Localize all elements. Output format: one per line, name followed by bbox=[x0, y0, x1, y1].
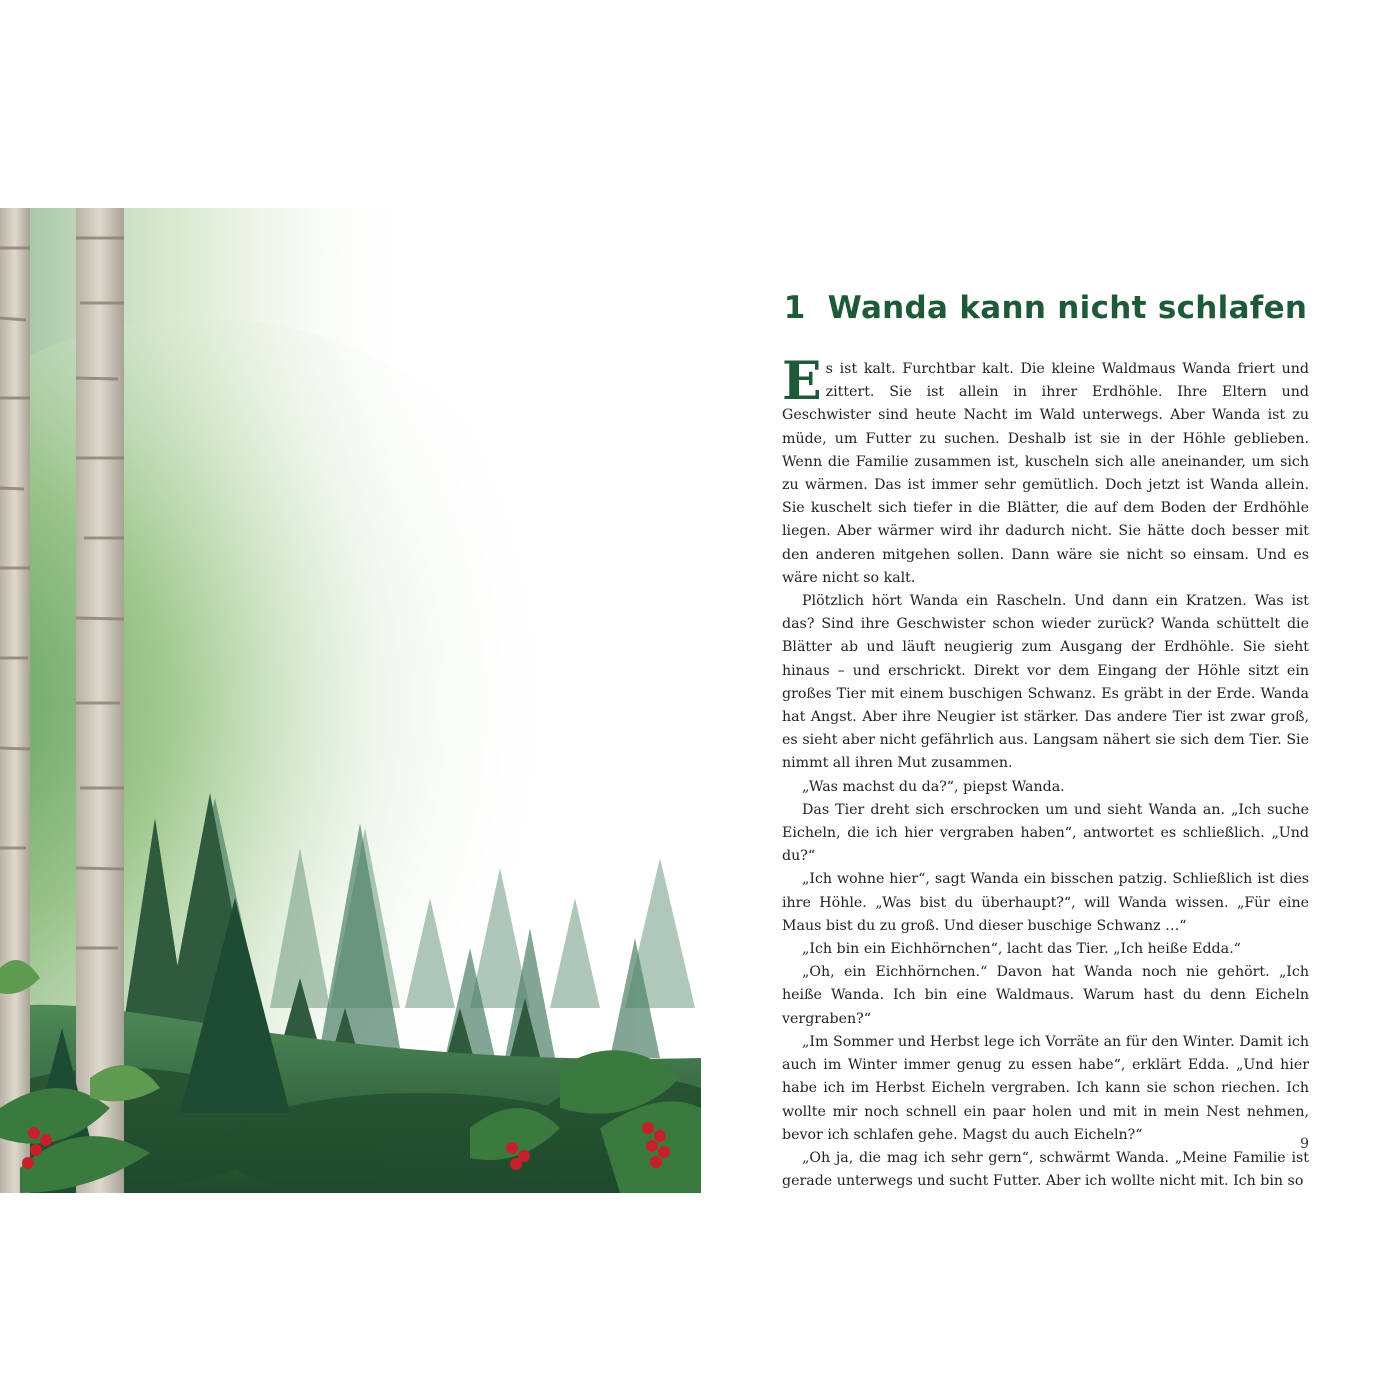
paragraph: „Was machst du da?“, piepst Wanda. bbox=[802, 778, 1065, 795]
paragraph: Plötzlich hört Wanda ein Rascheln. Und dann ein Kratzen. Was ist das? Sind ihre Geschwister schon wieder zurück? Wanda schüttelt die Blätter ab und läuft neugierig zum Ausgang der Erdhöhle. Sie sieht hinaus – und erschrickt. Direkt vor dem Eingang der Höhle sitzt ein großes Tier mit einem buschigen Schwanz. Es gräbt in der Erde. Wanda hat Angst. Aber ihre Neugier ist stärker. Das andere Tier ist zwar groß, es sieht aber nicht gefährlich aus. Langsam nähert sie sich dem Tier. Sie nimmt all ihren Mut zusammen. bbox=[782, 593, 1309, 772]
paragraph: „Oh, ein Eichhörnchen.“ Davon hat Wanda noch nie gehört. „Ich heiße Wanda. Ich bin eine Waldmaus. Warum hast du denn Eicheln vergraben?“ bbox=[782, 964, 1309, 1027]
paragraph: Das Tier dreht sich erschrocken um und sieht Wanda an. „Ich suche Eicheln, die ich hier vergraben haben“, antwortet es schließlich. „Und du?“ bbox=[782, 801, 1309, 865]
chapter-number: 1 bbox=[783, 290, 806, 326]
text-page bbox=[782, 286, 1309, 1193]
paragraph: „Im Sommer und Herbst lege ich Vorräte an für den Winter. Damit ich auch im Winter immer genug zu essen habe“, erklärt Edda. „Und hier habe ich im Herbst Eicheln vergraben. Ich kann sie schon riechen. Ich wollte mir noch schnell ein paar holen und mit in mein Nest nehmen, bevor ich schlafen gehe. Magst du auch Eicheln?“ bbox=[782, 1033, 1309, 1143]
paragraph: „Oh ja, die mag ich sehr gern“, schwärmt Wanda. „Meine Familie ist gerade unterwegs und sucht Futter. Aber ich wollte nicht mit. Ich bin so bbox=[782, 1149, 1309, 1190]
chapter-title-text: Wanda kann nicht schlafen bbox=[827, 290, 1308, 326]
drop-cap: E bbox=[782, 351, 822, 412]
paragraph: „Ich bin ein Eichhörnchen“, lacht das Tier. „Ich heiße Edda.“ bbox=[802, 941, 1241, 958]
chapter-body bbox=[782, 351, 1309, 1193]
chapter-title bbox=[782, 286, 1309, 330]
paragraph: Es ist kalt. Furchtbar kalt. Die kleine Waldmaus Wanda friert und zittert. Sie ist allein in ihrer Erdhöhle. Ihre Eltern und Geschwister sind heute Nacht im Wald unterwegs. Aber Wanda ist zu müde, um Futter zu suchen. Deshalb ist sie in der Höhle geblieben. Wenn die Familie zusammen ist, kuscheln sich alle aneinander, um sich zu wärmen. Das ist immer sehr gemütlich. Doch jetzt ist Wanda allein. Sie kuschelt sich tiefer in die Blätter, die auf dem Boden der Erdhöhle liegen. Aber wärmer wird ihr dadurch nicht. Sie hätte doch besser mit den anderen mitgehen sollen. Dann wäre sie nicht so einsam. Und es wäre nicht so kalt. bbox=[782, 351, 1309, 586]
page-number: 9 bbox=[1300, 1136, 1309, 1152]
forest-illustration bbox=[0, 208, 701, 1193]
paragraph: „Ich wohne hier“, sagt Wanda ein bisschen patzig. Schließlich ist dies ihre Höhle. „Was bist du überhaupt?“, will Wanda wissen. „Für eine Maus bist du zu groß. Und dieser buschige Schwanz …“ bbox=[782, 871, 1309, 934]
